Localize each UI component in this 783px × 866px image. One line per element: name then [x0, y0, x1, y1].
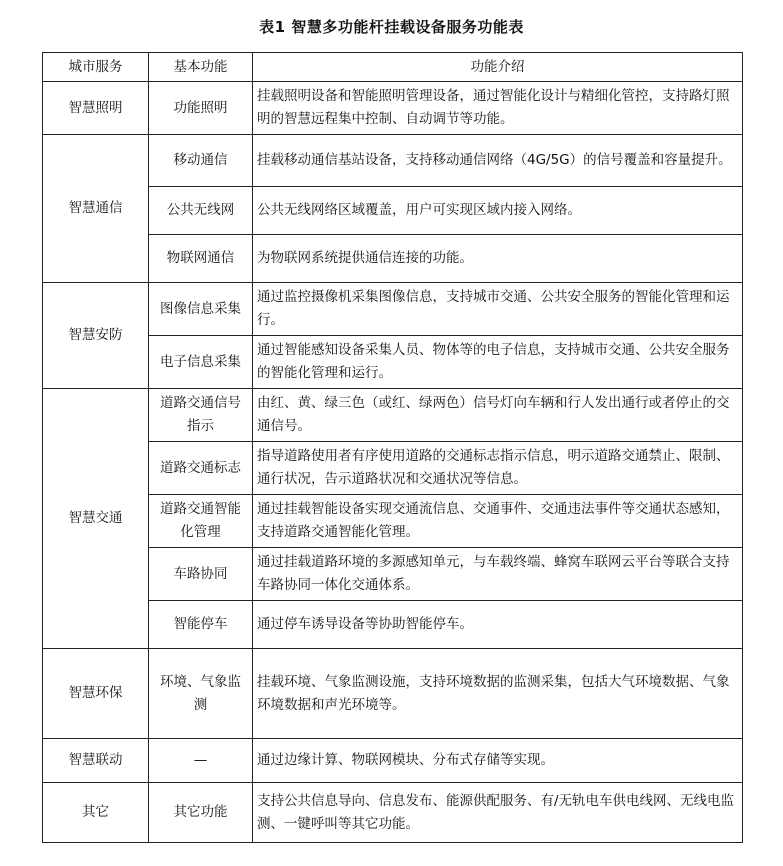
- intro-cell: 通过挂载智能设备实现交通流信息、交通事件、交通违法事件等交通状态感知，支持道路交通智能化管理。: [253, 495, 743, 548]
- intro-cell: 为物联网系统提供通信连接的功能。: [253, 235, 743, 283]
- intro-cell: 挂载移动通信基站设备，支持移动通信网络（4G/5G）的信号覆盖和容量提升。: [253, 135, 743, 187]
- function-cell: 功能照明: [149, 82, 253, 135]
- intro-cell: 通过智能感知设备采集人员、物体等的电子信息，支持城市交通、公共安全服务的智能化管理和运行。: [253, 336, 743, 389]
- table-row: [43, 739, 743, 783]
- table-row: [43, 389, 743, 442]
- function-cell: 道路交通信号指示: [149, 389, 253, 442]
- intro-cell: 公共无线网络区域覆盖，用户可实现区域内接入网络。: [253, 187, 743, 235]
- intro-cell: 支持公共信息导向、信息发布、能源供配服务、有/无轨电车供电线网、无线电监测、一键呼叫等其它功能。: [253, 783, 743, 843]
- service-cell: 智慧环保: [43, 649, 149, 739]
- table-row: [43, 283, 743, 336]
- service-cell: 智慧照明: [43, 82, 149, 135]
- table-header-row: [43, 53, 743, 82]
- service-cell: 其它: [43, 783, 149, 843]
- function-cell: 其它功能: [149, 783, 253, 843]
- table-row: [43, 783, 743, 843]
- intro-cell: 通过边缘计算、物联网模块、分布式存储等实现。: [253, 739, 743, 783]
- table-row: [43, 135, 743, 187]
- intro-cell: 挂载环境、气象监测设施，支持环境数据的监测采集，包括大气环境数据、气象环境数据和声光环境等。: [253, 649, 743, 739]
- service-cell: 智慧安防: [43, 283, 149, 389]
- intro-cell: 由红、黄、绿三色（或红、绿两色）信号灯向车辆和行人发出通行或者停止的交通信号。: [253, 389, 743, 442]
- intro-cell: 通过挂载道路环境的多源感知单元，与车载终端、蜂窝车联网云平台等联合支持车路协同一体化交通体系。: [253, 548, 743, 601]
- function-cell: 电子信息采集: [149, 336, 253, 389]
- function-cell: 智能停车: [149, 601, 253, 649]
- function-cell: 车路协同: [149, 548, 253, 601]
- table-title: 表1 智慧多功能杆挂载设备服务功能表: [259, 18, 524, 36]
- service-cell: 智慧交通: [43, 389, 149, 649]
- intro-cell: 指导道路使用者有序使用道路的交通标志指示信息，明示道路交通禁止、限制、通行状况，告示道路状况和交通状况等信息。: [253, 442, 743, 495]
- function-cell: 公共无线网: [149, 187, 253, 235]
- service-cell: 智慧通信: [43, 135, 149, 283]
- service-cell: 智慧联动: [43, 739, 149, 783]
- header-intro: 功能介绍: [253, 53, 743, 82]
- intro-cell: 挂载照明设备和智能照明管理设备，通过智能化设计与精细化管控，支持路灯照明的智慧远程集中控制、自动调节等功能。: [253, 82, 743, 135]
- table-row: [43, 649, 743, 739]
- function-cell: 移动通信: [149, 135, 253, 187]
- table-row: [43, 82, 743, 135]
- header-service: 城市服务: [43, 53, 149, 82]
- intro-cell: 通过停车诱导设备等协助智能停车。: [253, 601, 743, 649]
- function-cell: 环境、气象监测: [149, 649, 253, 739]
- function-cell: 道路交通智能化管理: [149, 495, 253, 548]
- function-cell: 物联网通信: [149, 235, 253, 283]
- intro-cell: 通过监控摄像机采集图像信息，支持城市交通、公共安全服务的智能化管理和运行。: [253, 283, 743, 336]
- header-function: 基本功能: [149, 53, 253, 82]
- function-cell: —: [149, 739, 253, 783]
- service-function-table: [42, 52, 743, 843]
- function-cell: 道路交通标志: [149, 442, 253, 495]
- function-cell: 图像信息采集: [149, 283, 253, 336]
